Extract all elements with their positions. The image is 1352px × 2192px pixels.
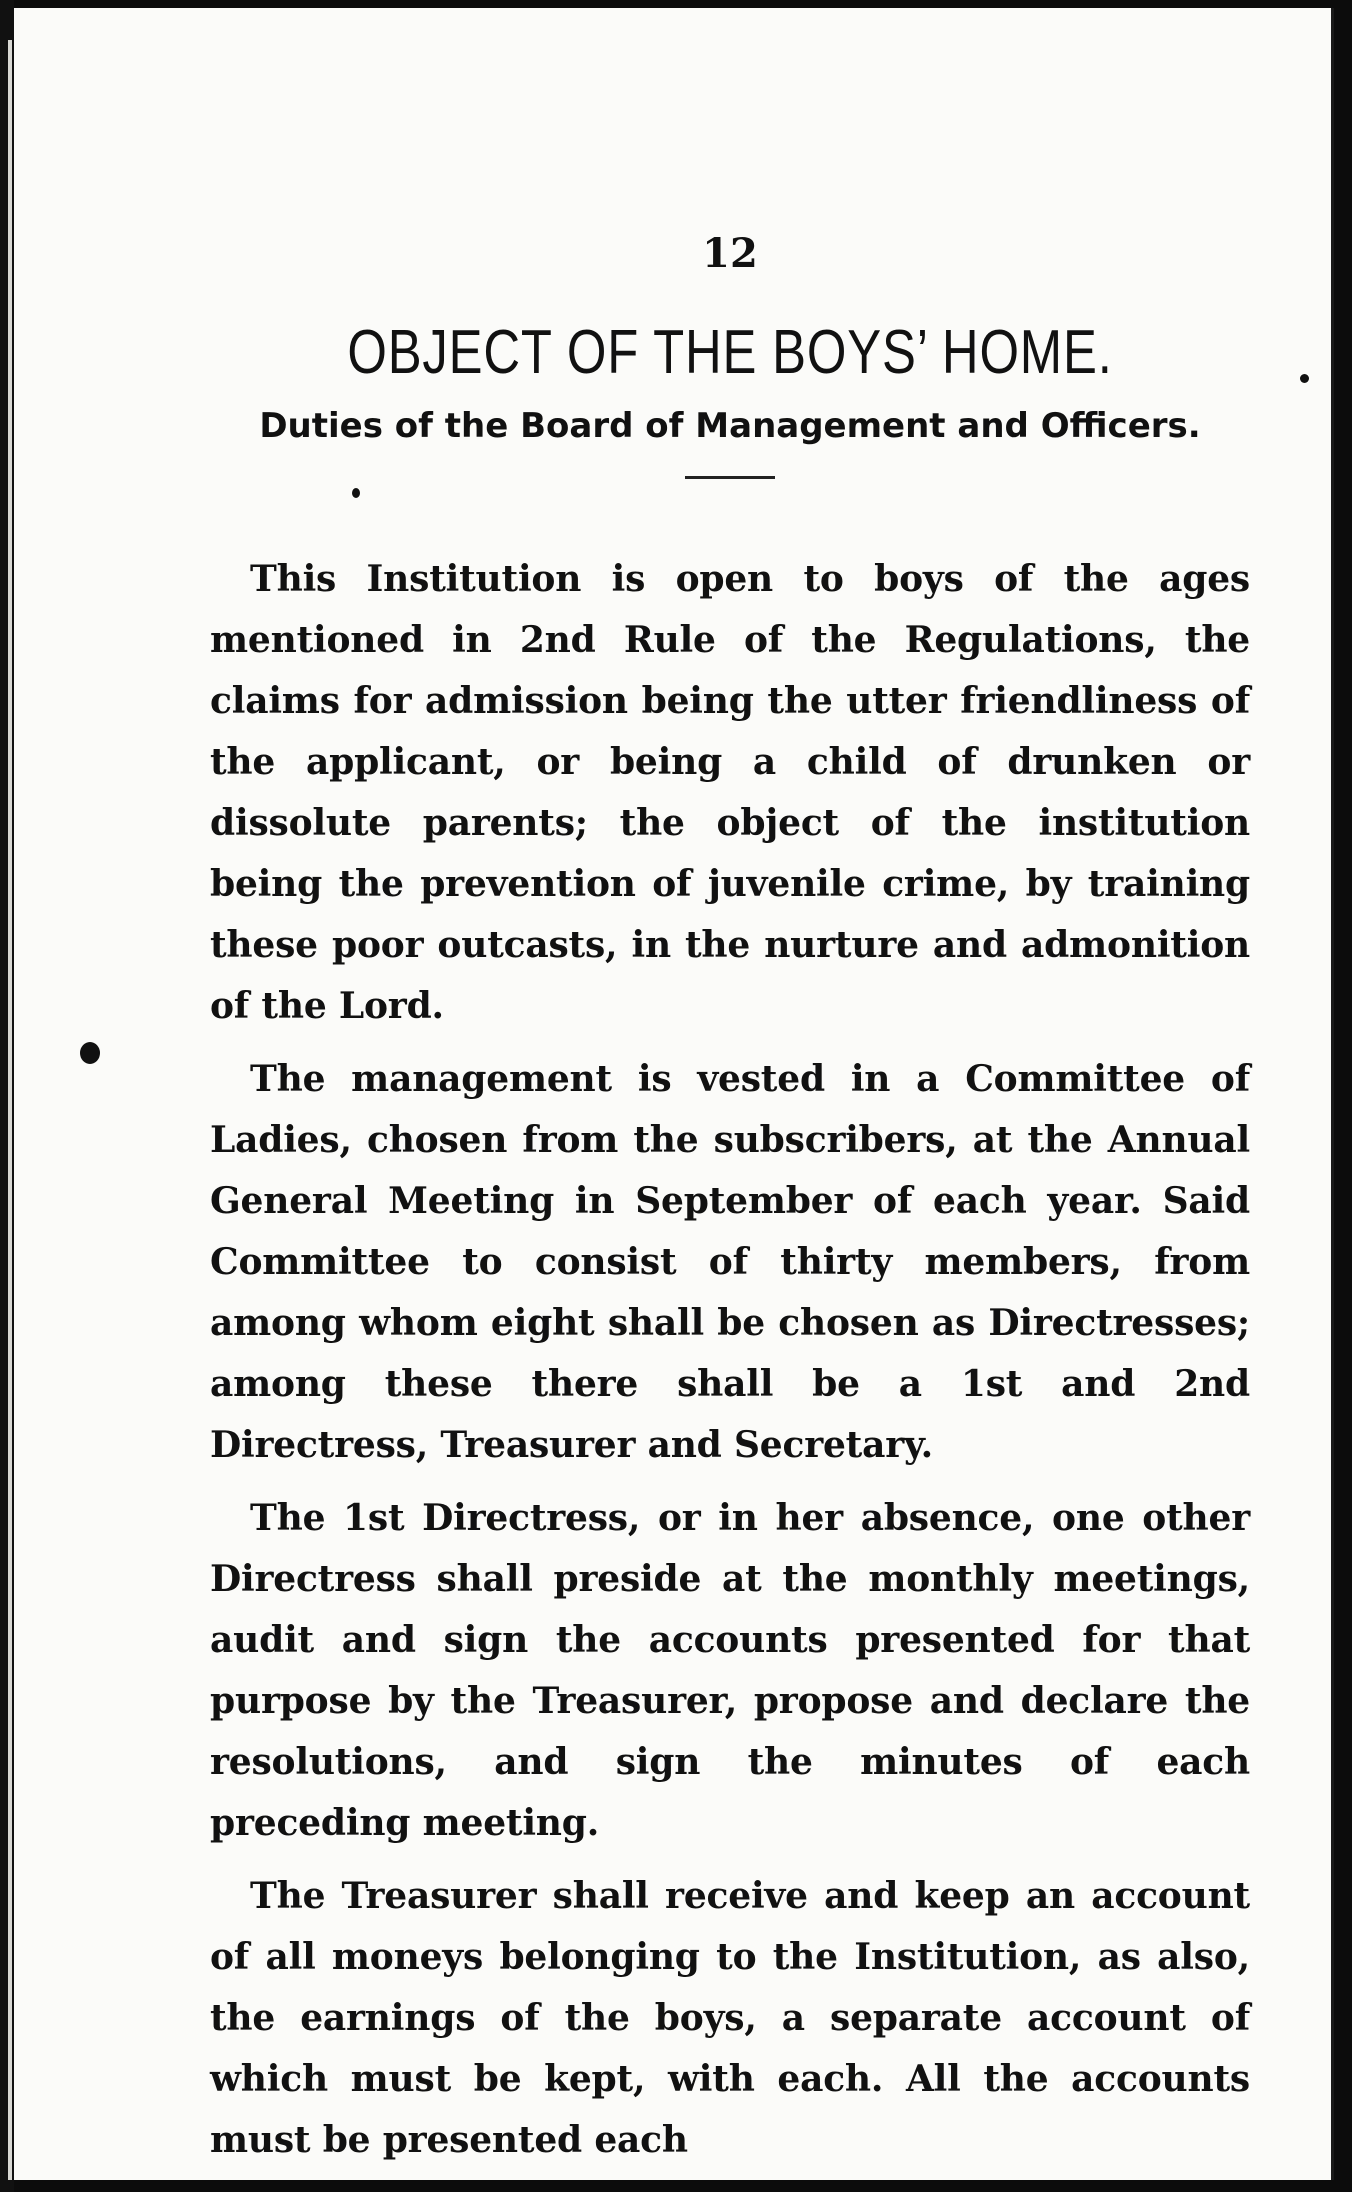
paragraph-treasurer: The Treasurer shall receive and keep an account of all moneys belonging to the Institution, as also, the earnings of the boys, a separate account of which must be kept, with each. All the accounts must be presented each	[210, 1875, 1250, 2161]
page-edge-line	[8, 40, 12, 2180]
paragraph-first-directress: The 1st Directress, or in her absence, one other Directress shall preside at the monthly meetings, audit and sign the accounts presented for that purpose by the Treasurer, propose and declare the resolutions, and sign the minutes of each preceding meeting.	[210, 1497, 1250, 1844]
page-number: 12	[702, 230, 758, 277]
ink-speck	[80, 1042, 100, 1064]
section-subtitle: Duties of the Board of Management and Officers.	[259, 406, 1201, 446]
page-content	[210, 230, 1250, 2183]
ink-speck	[1300, 374, 1309, 383]
title-divider	[685, 476, 775, 479]
chapter-title: OBJECT OF THE BOYS’ HOME.	[347, 318, 1113, 387]
paragraph-management: The management is vested in a Committee of Ladies, chosen from the subscribers, at the Annual General Meeting in September of each year. Said Committee to consist of thirty members, from among whom eight shall be chosen as Directresses; among these there shall be a 1st and 2nd Directress, Treasurer and Secretary.	[210, 1058, 1250, 1466]
paragraph-object: This Institution is open to boys of the ages mentioned in 2nd Rule of the Regulations, the claims for admission being the utter friendliness of the applicant, or being a child of drunken or dissolute parents; the object of the institution being the prevention of juvenile crime, by training these poor outcasts, in the nurture and admonition of the Lord.	[210, 558, 1250, 1027]
